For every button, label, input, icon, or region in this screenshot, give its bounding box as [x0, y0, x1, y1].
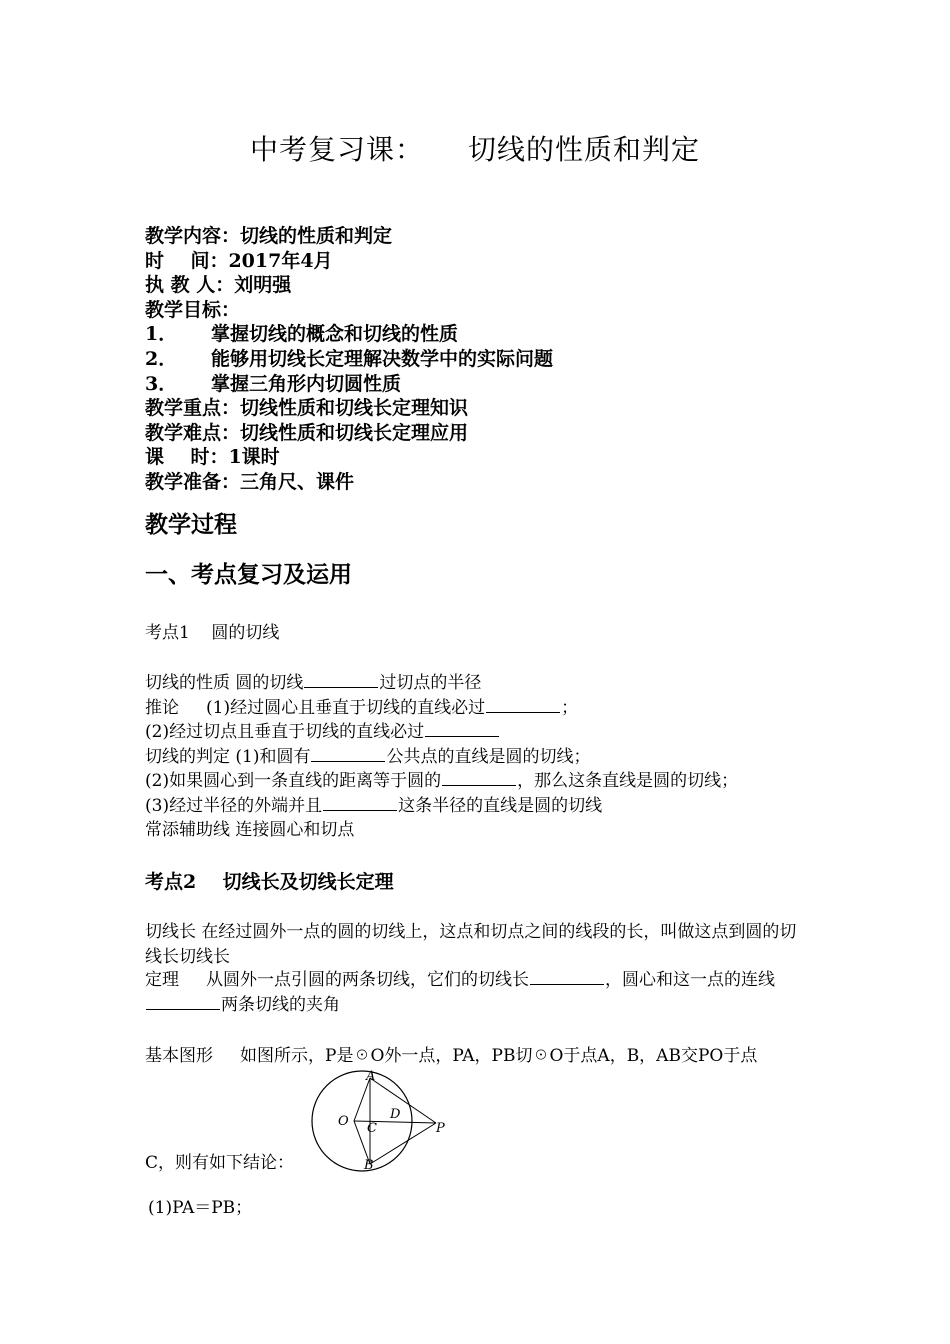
label-a: A	[366, 1069, 376, 1084]
lesson-teacher: 执 教 人：刘明强	[145, 274, 292, 297]
text-segment: 公共点的直线是圆的切线；	[386, 746, 591, 767]
fill-blank	[323, 795, 397, 811]
text-segment: 切线的判定 (1)和圆有	[145, 746, 311, 767]
goals-label: 教学目标：	[145, 298, 241, 321]
goal-number: 1．	[145, 323, 178, 346]
fill-blank	[442, 770, 516, 786]
tangent-figure	[304, 1068, 464, 1178]
text-segment: 过切点的半径	[379, 673, 482, 693]
text-segment: ，圆心和这一点的连线	[605, 970, 776, 990]
goal-text: 掌握切线的概念和切线的性质	[211, 323, 459, 346]
basic-figure-text-cont: C，则有如下结论：	[145, 1153, 295, 1173]
goal-text: 能够用切线长定理解决数学中的实际问题	[211, 347, 554, 370]
goal-item	[145, 347, 553, 372]
section-heading: 一、考点复习及运用	[145, 561, 352, 588]
goal-number: 2．	[145, 347, 178, 370]
goal-item	[145, 372, 553, 397]
text-segment: (3)经过半径的外端并且	[145, 795, 323, 816]
lesson-info	[145, 224, 553, 495]
text-segment: 推论 (1)经过圆心且垂直于切线的直线必过	[145, 697, 486, 718]
corollary-1	[145, 696, 738, 721]
fill-blank	[304, 672, 378, 688]
teaching-focus: 教学重点：切线性质和切线长定理知识	[145, 397, 469, 420]
text-segment: 两条切线的夹角	[221, 994, 340, 1015]
lesson-time: 时 间：2017年4月	[145, 249, 333, 272]
label-p: P	[436, 1121, 445, 1136]
tangent-judgement-2	[145, 769, 738, 794]
fill-blank	[146, 994, 220, 1010]
title-topic: 切线的性质和判定	[468, 133, 701, 166]
tangent-pb	[370, 1123, 436, 1164]
corollary-2	[145, 720, 738, 745]
title-prefix: 中考复习课：	[249, 133, 424, 166]
tangent-length-definition: 切线长 在经过圆外一点的圆的切线上，这点和切点之间的线段的长，叫做这点到圆的切线长切线长	[145, 922, 797, 967]
tangent-judgement-1	[145, 745, 738, 770]
lesson-hours: 课 时：1课时	[145, 446, 280, 469]
topic1-title: 考点1 圆的切线	[145, 623, 280, 643]
tangent-judgement-3	[145, 794, 738, 819]
label-b: B	[364, 1158, 374, 1173]
teaching-prep: 教学准备：三角尺、课件	[145, 470, 355, 493]
text-segment: 这条半径的直线是圆的切线	[398, 795, 603, 816]
teaching-difficulty: 教学难点：切线性质和切线长定理应用	[145, 421, 469, 444]
fill-blank	[530, 969, 604, 985]
text-segment: (2)经过切点且垂直于切线的直线必过	[145, 722, 425, 742]
text-segment: ；	[561, 697, 579, 718]
auxiliary-line-tip: 常添辅助线 连接圆心和切点	[145, 820, 355, 840]
fill-blank	[425, 721, 499, 737]
goal-text: 掌握三角形内切圆性质	[211, 372, 402, 395]
tangent-length-theorem	[145, 968, 807, 1017]
conclusion-1: (1)PA＝PB；	[148, 1198, 253, 1218]
tangent-property	[145, 671, 738, 696]
goal-item	[145, 322, 553, 347]
basic-figure-text: 基本图形 如图所示，P是☉O外一点，PA，PB切☉O于点A，B，AB交PO于点	[145, 1046, 758, 1066]
tangent-pa	[370, 1078, 436, 1123]
label-o: O	[338, 1114, 349, 1129]
fill-blank	[486, 697, 560, 713]
topic1-body	[145, 671, 738, 843]
teaching-content: 教学内容：切线的性质和判定	[145, 225, 393, 247]
page-title	[0, 128, 950, 168]
topic2-title: 考点2 切线长及切线长定理	[145, 871, 394, 893]
process-heading: 教学过程	[145, 511, 237, 538]
text-segment: ，那么这条直线是圆的切线；	[517, 771, 739, 791]
text-segment: 定理 从圆外一点引圆的两条切线，它们的切线长	[145, 970, 530, 990]
fill-blank	[311, 746, 385, 762]
goal-number: 3．	[145, 372, 178, 395]
label-d: D	[390, 1107, 401, 1122]
text-segment: 切线的性质 圆的切线	[145, 673, 304, 693]
label-c: C	[367, 1121, 377, 1136]
radius-oa	[354, 1078, 370, 1121]
text-segment: (2)如果圆心到一条直线的距离等于圆的	[145, 771, 442, 791]
